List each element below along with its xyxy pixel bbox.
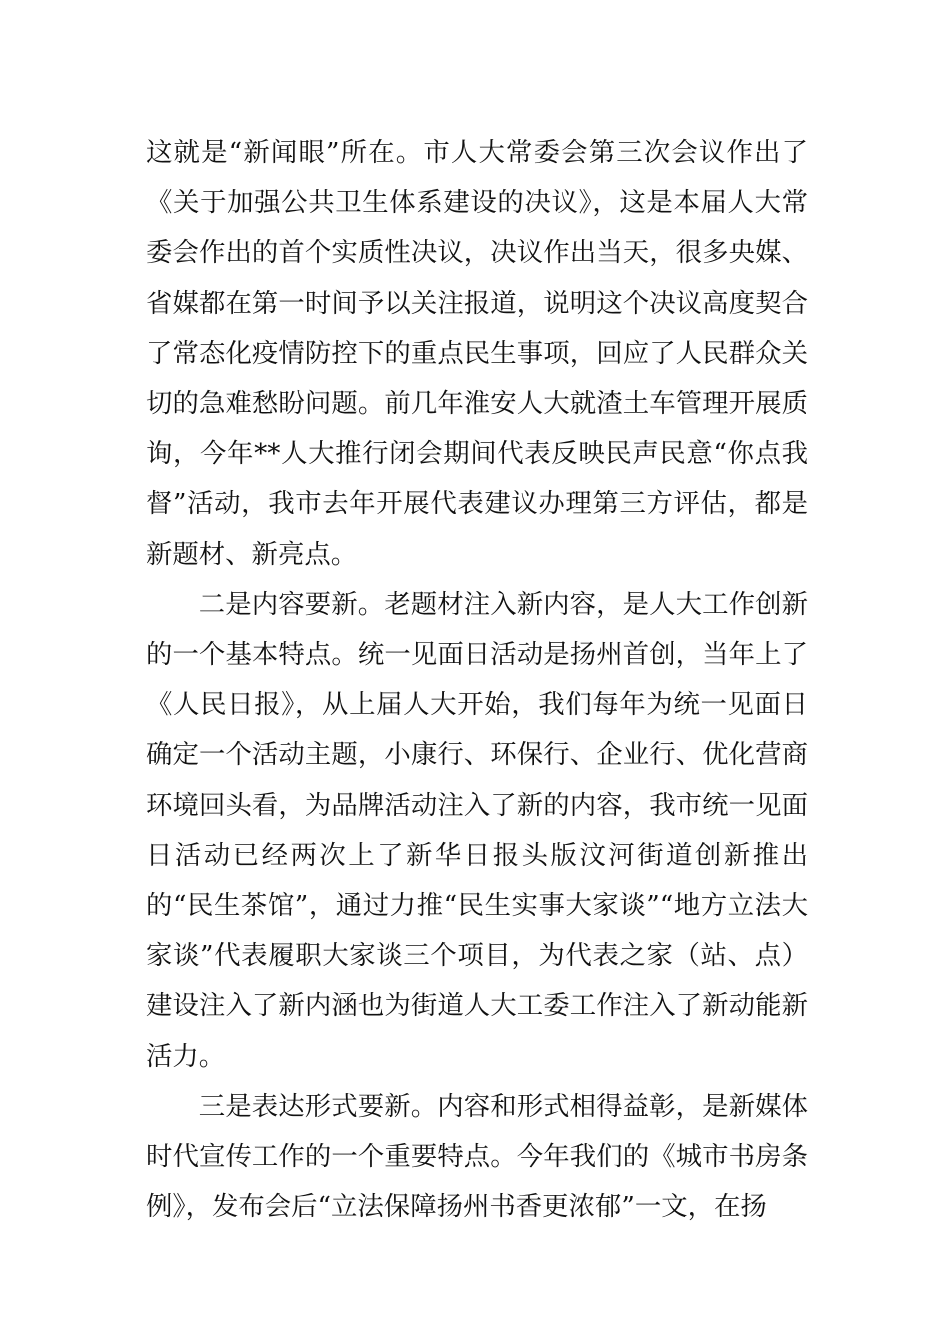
document-body xyxy=(146,128,808,1232)
paragraph-form-new: 三是表达形式要新。内容和形式相得益彰，是新媒体时代宣传工作的一个重要特点。今年我们的《城市书房条例》，发布会后“立法保障扬州书香更浓郁”一文，在扬 xyxy=(146,1090,808,1223)
paragraph-content-new: 二是内容要新。老题材注入新内容，是人大工作创新的一个基本特点。统一见面日活动是扬州首创，当年上了《人民日报》，从上届人大开始，我们每年为统一见面日确定一个活动主题，小康行、环保行、企业行、优化营商环境回头看，为品牌活动注入了新的内容，我市统一见面日活动已经两次上了新华日报头版汶河街道创新推出的“民生茶馆”，通过力推“民生实事大家谈”“地方立法大家谈”代表履职大家谈三个项目，为代表之家（站、点）建设注入了新内涵也为街道人大工委工作注入了新动能新活力。 xyxy=(146,588,808,1072)
paragraph-continued: 这就是“新闻眼”所在。市人大常委会第三次会议作出了《关于加强公共卫生体系建设的决议》，这是本届人大常委会作出的首个实质性决议，决议作出当天，很多央媒、省媒都在第一时间予以关注报道，说明这个决议高度契合了常态化疫情防控下的重点民生事项，回应了人民群众关切的急难愁盼问题。前几年淮安人大就渣土车管理开展质询，今年**人大推行闭会期间代表反映民声民意“你点我督”活动，我市去年开展代表建议办理第三方评估，都是新题材、新亮点。 xyxy=(146,137,808,570)
